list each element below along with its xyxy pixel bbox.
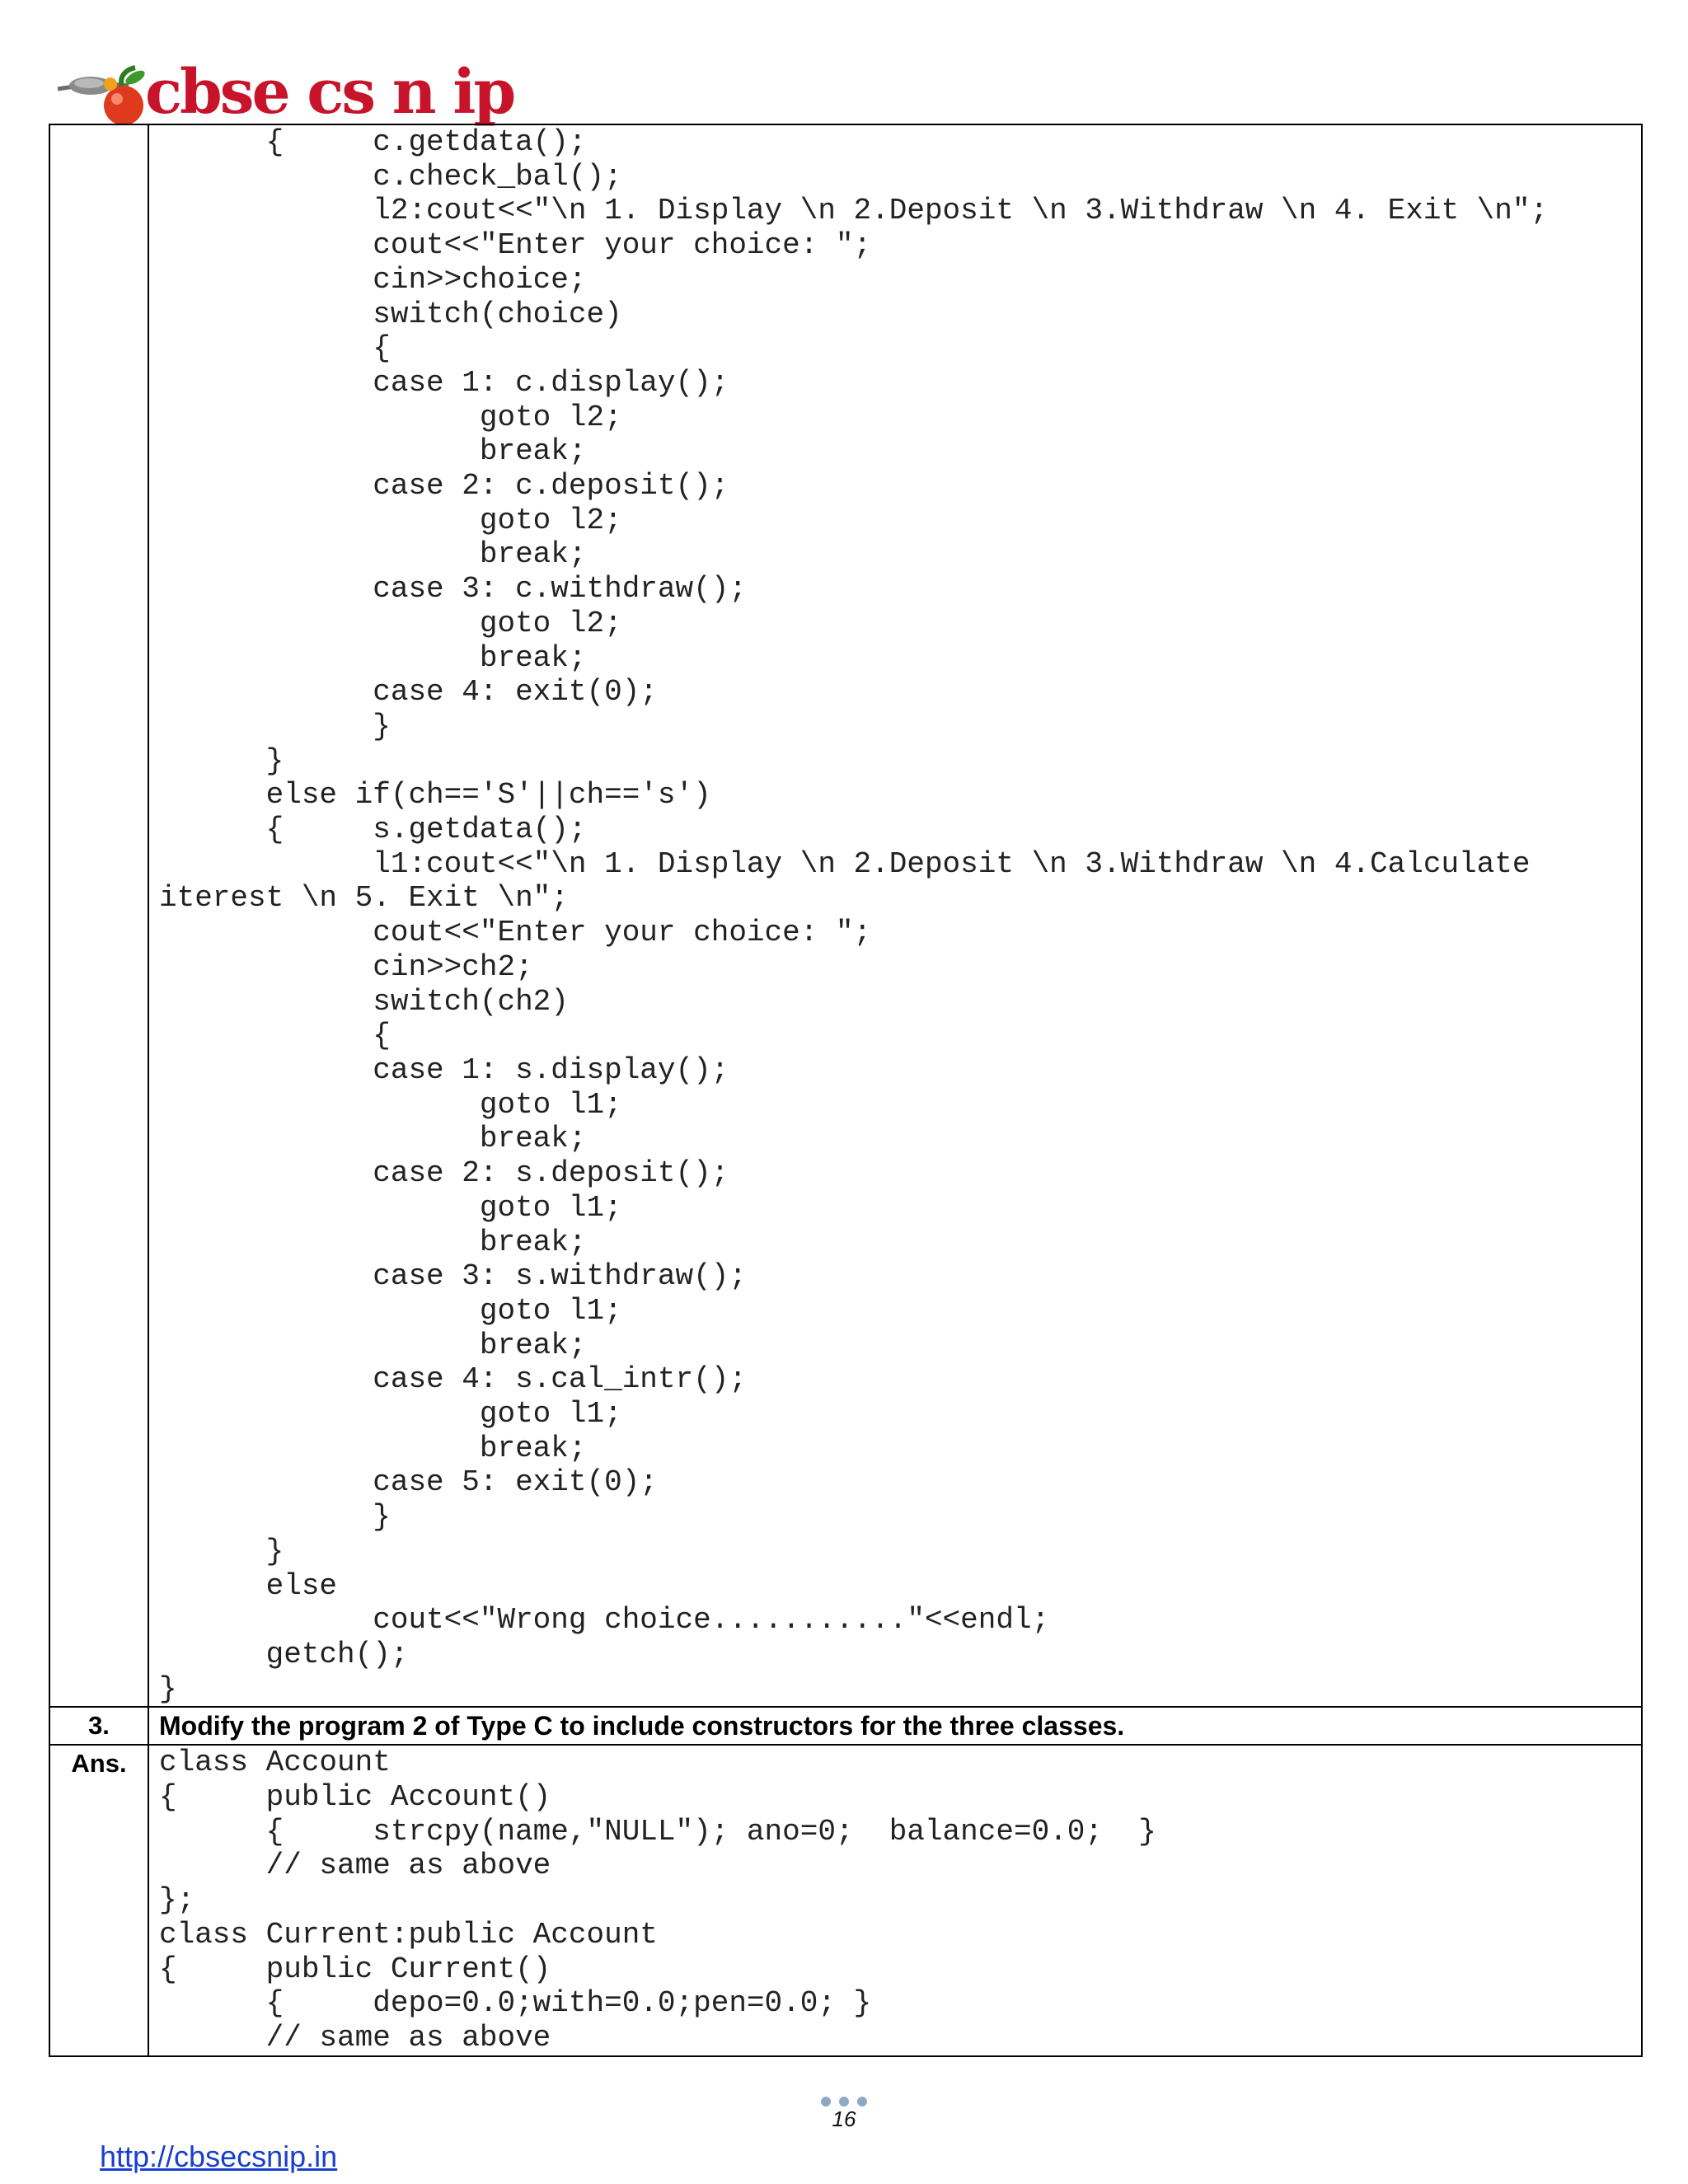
code-cell (148, 1745, 1642, 2055)
row-number-cell (49, 1745, 148, 2055)
question-number: 3. (88, 1711, 110, 1741)
table-row (49, 1707, 1642, 1745)
code-cell (148, 124, 1642, 1707)
question-cell (148, 1707, 1642, 1745)
table-row (49, 124, 1642, 1707)
fruit-mouse-icon (53, 53, 152, 132)
row-number-cell (49, 1707, 148, 1745)
page-number: 16 (832, 2107, 856, 2131)
answer-label: Ans. (71, 1749, 127, 1779)
answer-code-block: class Account { public Account() { strcpy(name,"NULL"); ano=0; balance=0.0; } // same as above }; class Current:public Account { public Current() { depo=0.0;with=0.0;pen=0.0; } // same as above (159, 1746, 1156, 2055)
website-link[interactable]: http://cbsecsnip.in (100, 2139, 338, 2173)
table-row (49, 1745, 1642, 2055)
logo-text: cbse cs n ip (145, 57, 514, 128)
question-text: Modify the program 2 of Type C to include constructors for the three classes. (159, 1711, 1125, 1741)
row-number-cell (49, 124, 148, 1707)
site-logo (53, 53, 514, 132)
code-block: { c.getdata(); c.check_bal(); l2:cout<<"\n 1. Display \n 2.Deposit \n 3.Withdraw \n 4. Exit \n"; cout<<"Enter your choice: "; cin>>choice; switch(choice) { case 1: c.display(); goto l2; break; case 2: c.deposit(); goto l2; break; case 3: c.withdraw(); goto l2; break; case 4: exit(0); } } else if(ch=='S'||ch=='s') { s.getdata(); l1:cout<<"\n 1. Display \n 2.Deposit \n 3.Withdraw \n 4.Calculate iterest \n 5. Exit \n"; cout<<"Enter your choice: "; cin>>ch2; switch(ch2) { case 1: s.display(); goto l1; break; case 2: s.deposit(); goto l1; break; case 3: s.withdraw(); goto l1; break; case 4: s.cal_intr(); goto l1; break; case 5: exit(0); } } else cout<<"Wrong choice..........."<<endl; getch(); } (159, 125, 1549, 1706)
question-answer-table (49, 124, 1643, 2057)
